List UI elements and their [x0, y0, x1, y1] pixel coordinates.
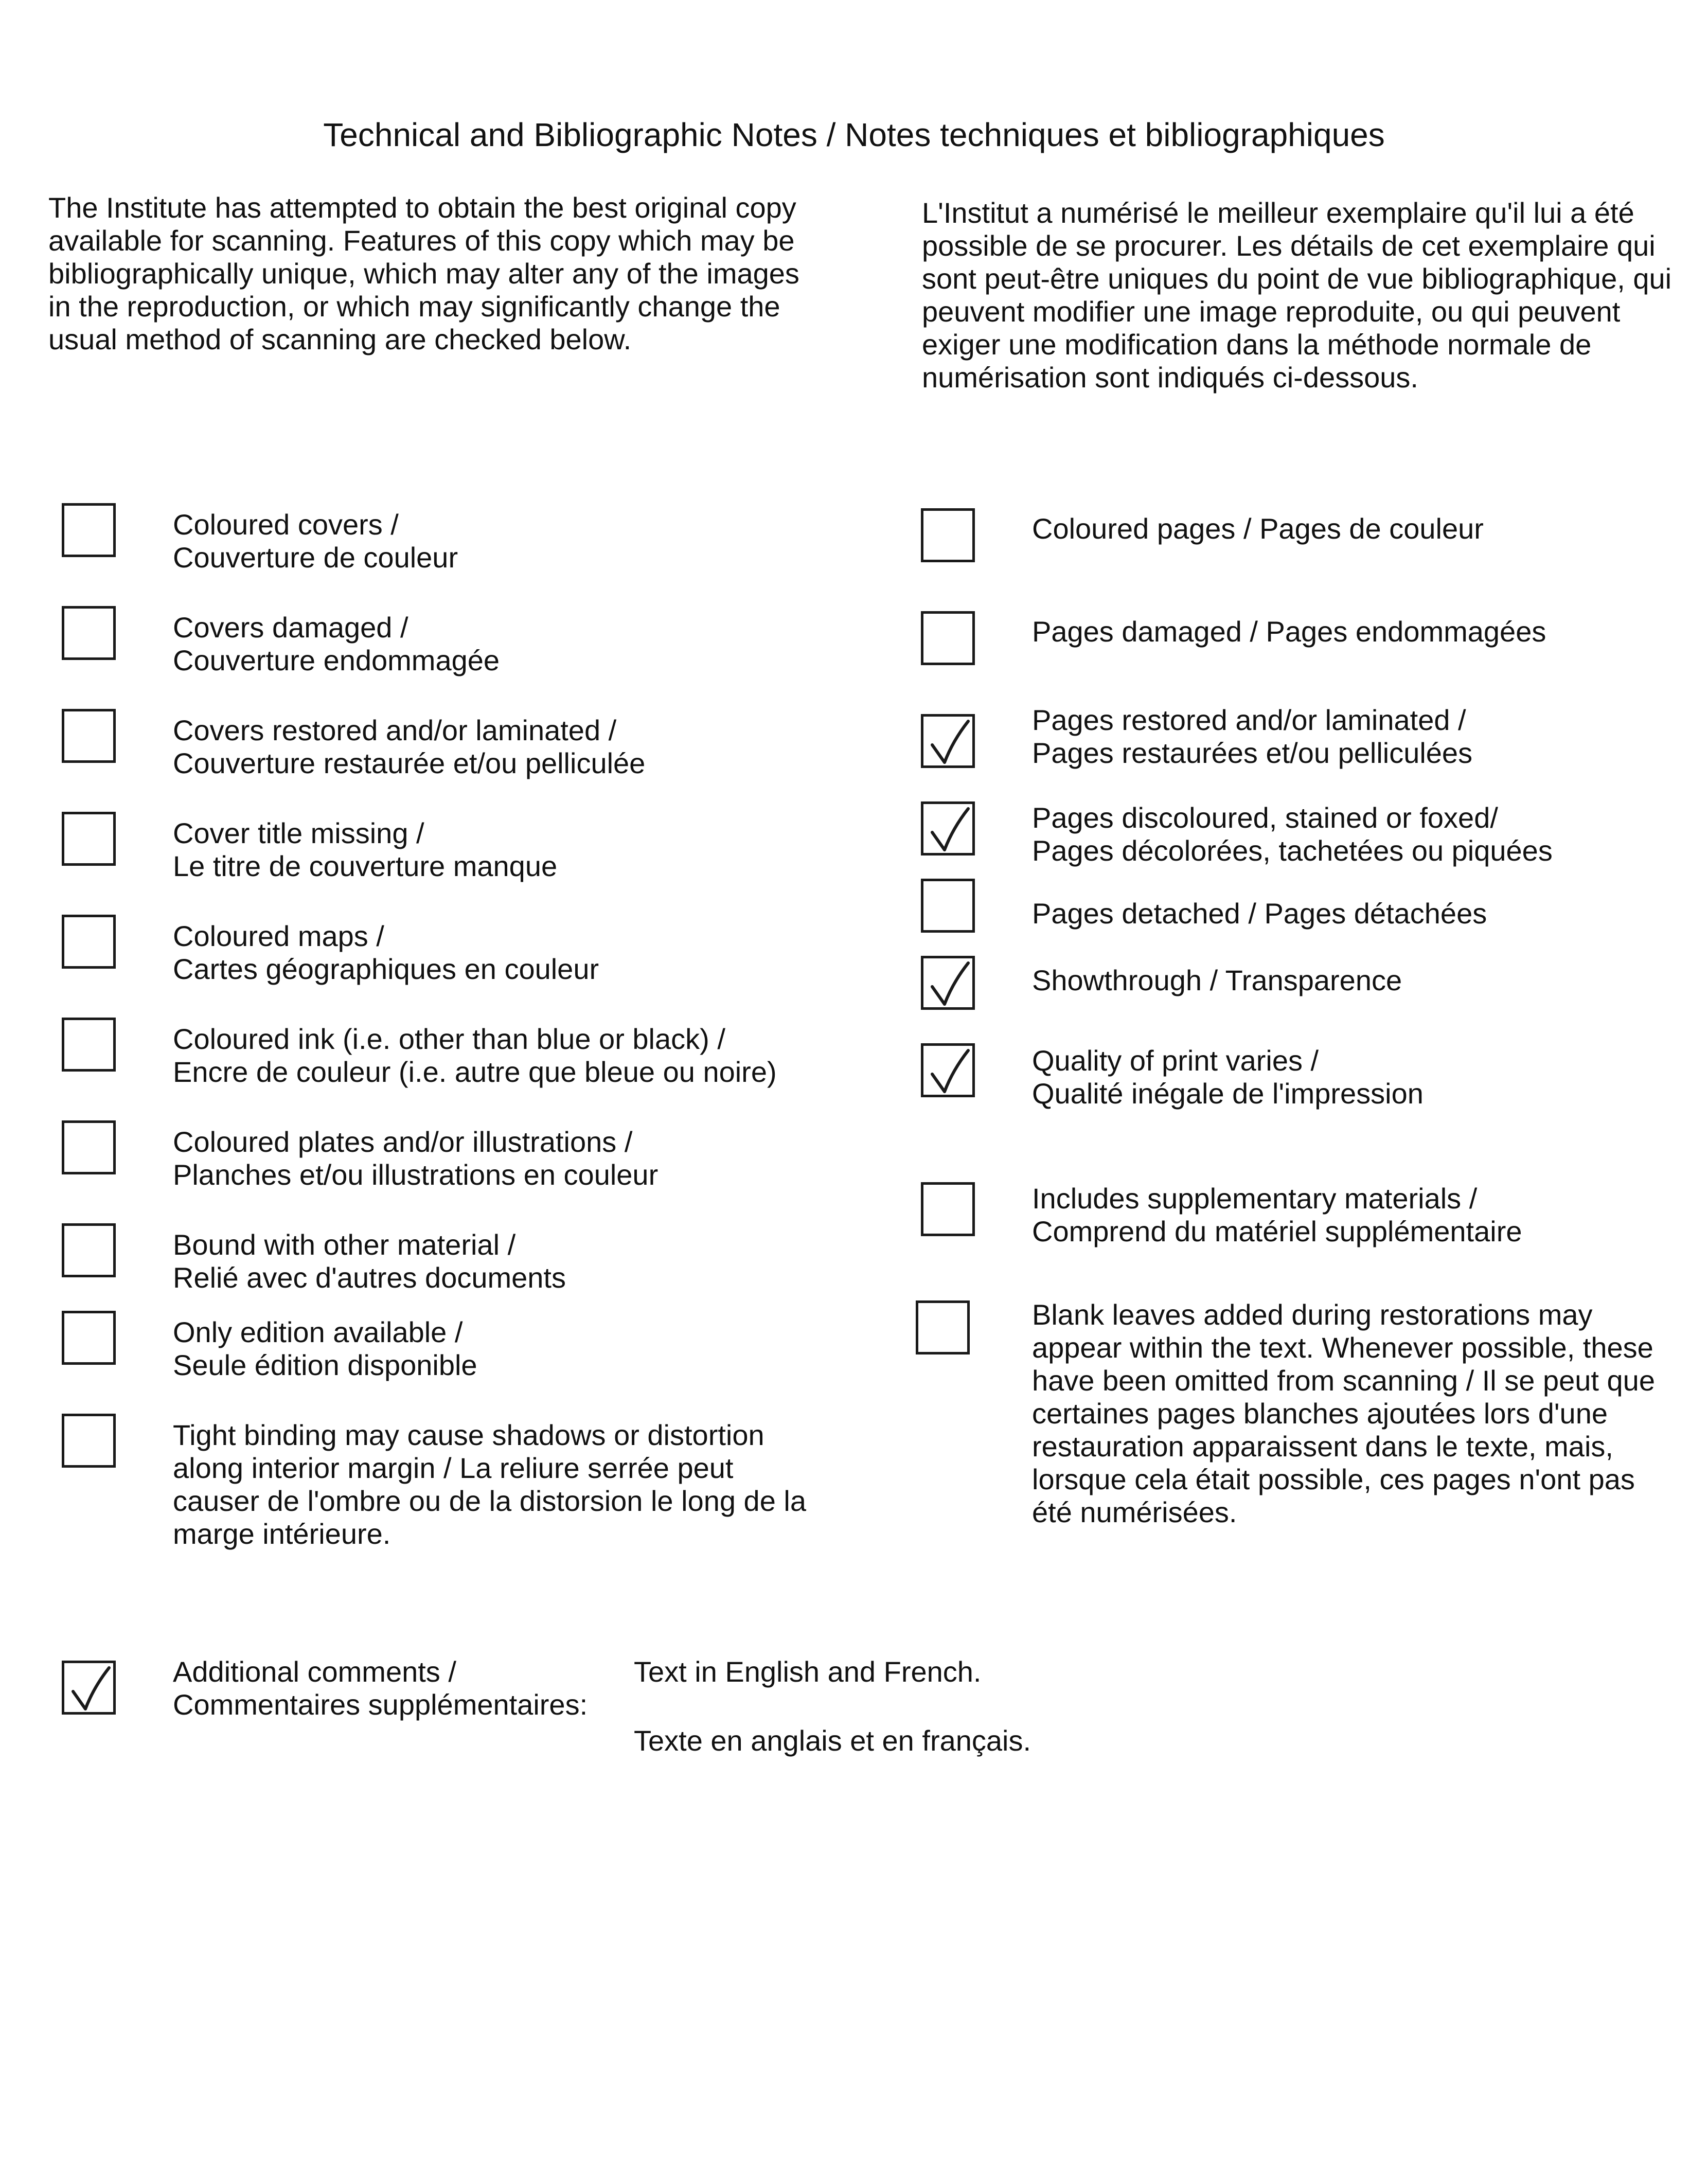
- checkbox[interactable]: [916, 1300, 970, 1354]
- checkbox[interactable]: [62, 1018, 116, 1072]
- item-label: Coloured maps / Cartes géographiques en couleur: [173, 920, 599, 985]
- checkbox[interactable]: [62, 1414, 116, 1468]
- checkbox[interactable]: [921, 956, 975, 1010]
- checkbox[interactable]: [62, 915, 116, 969]
- checkbox[interactable]: [62, 1661, 116, 1715]
- comment-french: Texte en anglais et en français.: [634, 1724, 1031, 1757]
- checkbox[interactable]: [921, 879, 975, 933]
- item-label: Pages restored and/or laminated / Pages restaurées et/ou pelliculées: [1032, 704, 1473, 769]
- item-label: Coloured covers / Couverture de couleur: [173, 508, 458, 574]
- item-label: Quality of print varies / Qualité inégale de l'impression: [1032, 1044, 1424, 1110]
- item-label: Includes supplementary materials / Comprend du matériel supplémentaire: [1032, 1182, 1522, 1247]
- item-label: Pages damaged / Pages endommagées: [1032, 615, 1546, 648]
- checkbox[interactable]: [921, 1182, 975, 1236]
- check-mark-icon: [921, 1043, 998, 1110]
- item-label: Covers damaged / Couverture endommagée: [173, 611, 500, 676]
- checkbox[interactable]: [921, 1043, 975, 1097]
- comment-english: Text in English and French.: [634, 1655, 982, 1688]
- page-title: Technical and Bibliographic Notes / Notes techniques et bibliographiques: [323, 116, 1385, 153]
- checkbox[interactable]: [921, 801, 975, 855]
- item-label: Bound with other material / Relié avec d'autres documents: [173, 1228, 566, 1294]
- checkbox[interactable]: [921, 508, 975, 562]
- intro-french: L'Institut a numérisé le meilleur exemplaire qu'il lui a été possible de se procurer. Les détails de cet exemplaire qui sont peut-être uniques du point de vue bibliographique, qui peuvent modifier une image reproduite, ou qui peuvent exiger une modification dans la méthode normale de numérisation sont indiqués ci-dessous.: [922, 197, 1672, 394]
- item-label: Coloured pages / Pages de couleur: [1032, 512, 1484, 545]
- item-label: Coloured ink (i.e. other than blue or black) / Encre de couleur (i.e. autre que bleue ou noire): [173, 1023, 777, 1088]
- item-label: Pages discoloured, stained or foxed/ Pages décolorées, tachetées ou piquées: [1032, 801, 1553, 867]
- item-label: Pages detached / Pages détachées: [1032, 897, 1487, 930]
- item-label: Tight binding may cause shadows or distortion along interior margin / La reliure serrée peut causer de l'ombre ou de la distorsion le long de la marge intérieure.: [173, 1419, 806, 1550]
- comments-label: Additional comments / Commentaires supplémentaires:: [173, 1655, 588, 1721]
- check-mark-icon: [921, 801, 998, 868]
- check-mark-icon: [921, 714, 998, 781]
- item-label: Cover title missing / Le titre de couverture manque: [173, 817, 558, 882]
- checkbox[interactable]: [62, 606, 116, 660]
- checkbox[interactable]: [62, 812, 116, 866]
- checkbox[interactable]: [62, 709, 116, 763]
- item-label: Showthrough / Transparence: [1032, 964, 1402, 996]
- intro-english: The Institute has attempted to obtain the best original copy available for scanning. Features of this copy which may be bibliographically unique, which may alter any of the images in the reproduction, or which may significantly change the usual method of scanning are checked below.: [48, 191, 799, 355]
- checkbox[interactable]: [921, 611, 975, 665]
- checkbox[interactable]: [62, 1311, 116, 1365]
- check-mark-icon: [921, 956, 998, 1023]
- check-mark-icon: [62, 1661, 139, 1727]
- checkbox[interactable]: [62, 1120, 116, 1174]
- checkbox[interactable]: [62, 1223, 116, 1277]
- checkbox[interactable]: [62, 503, 116, 557]
- item-label: Blank leaves added during restorations may appear within the text. Whenever possible, these have been omitted from scanning / Il se peut que certaines pages blanches ajoutées lors d'une restauration apparaissent dans le texte, mais, lorsque cela était possible, ces pages n'ont pas été numérisées.: [1032, 1298, 1655, 1528]
- checkbox[interactable]: [921, 714, 975, 768]
- item-label: Covers restored and/or laminated / Couverture restaurée et/ou pelliculée: [173, 714, 646, 779]
- item-label: Only edition available / Seule édition disponible: [173, 1316, 477, 1381]
- item-label: Coloured plates and/or illustrations / Planches et/ou illustrations en couleur: [173, 1126, 659, 1191]
